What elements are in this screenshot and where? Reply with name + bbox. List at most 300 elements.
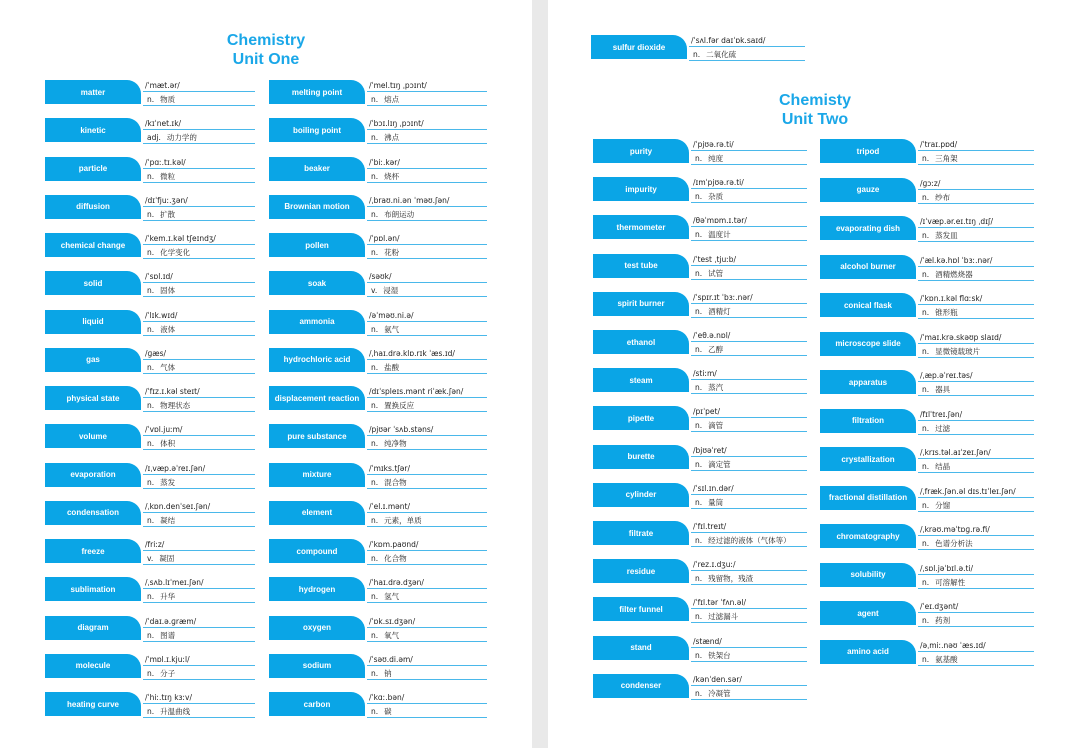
part-of-speech: n. [922, 231, 930, 240]
chinese-meaning: 烧杯 [384, 171, 400, 181]
part-of-speech: n. [922, 500, 930, 510]
rule-line [691, 317, 807, 318]
vocab-entry [45, 348, 259, 375]
phonetic-transcription: /ˈsəʊ.di.əm/ [369, 654, 413, 664]
chinese-meaning: 过滤 [935, 423, 951, 433]
rule-line [367, 488, 487, 489]
rule-line [691, 622, 807, 623]
vocab-entry [269, 539, 491, 566]
vocab-entry [45, 501, 259, 528]
rule-line [918, 280, 1034, 281]
part-of-speech: n. [371, 248, 379, 257]
rule-line [143, 105, 255, 106]
part-of-speech: n. [695, 421, 703, 431]
rule-line [143, 588, 255, 589]
part-of-speech: n. [147, 477, 155, 487]
phonetic-transcription: /ˈeɪ.dʒənt/ [920, 602, 959, 611]
part-of-speech: n. [922, 346, 930, 356]
part-of-speech: n. [922, 308, 930, 317]
term-label: evaporating dish [820, 216, 916, 240]
term-label: thermometer [593, 215, 689, 239]
part-of-speech: n. [371, 707, 379, 716]
phonetic-transcription: /ˈrez.ɪ.dʒuː/ [693, 560, 736, 570]
term-label: mixture [269, 463, 365, 487]
phonetic-transcription: /ˈhaɪ.drə.dʒən/ [369, 578, 424, 588]
vocab-entry [820, 640, 1038, 667]
rule-line [367, 359, 487, 360]
part-of-speech: n. [371, 401, 379, 410]
subject-title: Chemisty [778, 92, 852, 109]
phonetic-transcription: /dɪˈfjuː.ʒən/ [145, 195, 188, 205]
chinese-meaning: 二氧化硫 [706, 50, 737, 59]
phonetic-transcription: /ˈmæt.ər/ [145, 81, 180, 90]
vocab-entry [593, 254, 811, 281]
vocab-entry [269, 233, 491, 260]
chinese-meaning: 化学变化 [160, 248, 191, 257]
chinese-meaning: 分馏 [935, 500, 951, 510]
part-of-speech: n. [371, 592, 379, 602]
term-label: conical flask [820, 293, 916, 317]
part-of-speech: n. [147, 95, 155, 104]
part-of-speech: n. [695, 688, 703, 698]
rule-line [367, 282, 487, 283]
rule-line [367, 220, 487, 221]
rule-line [367, 665, 487, 666]
chinese-meaning: 动力学的 [166, 133, 197, 143]
phonetic-transcription: /ˌæp.əˈreɪ.təs/ [920, 371, 973, 380]
phonetic-transcription: /ˈtest ˌtjuːb/ [693, 254, 737, 264]
phonetic-transcription: /ˈsʌl.fər daɪˈɒk.saɪd/ [691, 36, 766, 45]
phonetic-transcription: /ˌkɒn.denˈseɪ.ʃən/ [145, 501, 211, 511]
part-of-speech: n. [922, 192, 930, 202]
term-label: cylinder [593, 483, 689, 507]
rule-line [367, 143, 487, 144]
rule-line [143, 359, 255, 360]
chinese-meaning: 锥形瓶 [935, 308, 958, 317]
chinese-meaning: 花粉 [384, 248, 400, 257]
term-label: microscope slide [820, 332, 916, 356]
vocab-entry [45, 118, 259, 145]
part-of-speech: n. [695, 154, 703, 163]
phonetic-transcription: /ˈæl.kə.hɒl ˈbɜː.nər/ [920, 255, 993, 265]
part-of-speech: n. [693, 50, 701, 59]
term-label: Brownian motion [269, 195, 365, 219]
vocab-entry [593, 636, 811, 663]
phonetic-transcription: /ˈpjʊə.rə.ti/ [693, 140, 734, 149]
rule-line [143, 373, 255, 374]
rule-line [691, 546, 807, 547]
vocab-entry [820, 370, 1038, 397]
vocab-entry [820, 409, 1038, 436]
rule-line [367, 411, 487, 412]
chinese-meaning: 可溶解性 [935, 577, 966, 587]
phonetic-transcription: /ˈkɑː.bən/ [369, 693, 405, 702]
chinese-meaning: 结晶 [935, 462, 951, 471]
rule-line [691, 584, 807, 585]
chinese-meaning: 药剂 [935, 616, 951, 625]
vocab-entry [269, 118, 491, 145]
vocab-entry [269, 80, 491, 107]
rule-line [691, 279, 807, 280]
phonetic-transcription: /θəˈmɒm.ɪ.tər/ [693, 216, 747, 226]
chinese-meaning: 冷凝管 [708, 688, 731, 698]
rule-line [918, 227, 1034, 228]
vocab-entry [820, 216, 1038, 243]
part-of-speech: n. [922, 423, 930, 433]
rule-line [918, 318, 1034, 319]
term-label: steam [593, 368, 689, 392]
part-of-speech: n. [922, 539, 930, 548]
chinese-meaning: 试管 [708, 268, 724, 278]
chinese-meaning: 升温曲线 [160, 707, 191, 716]
phonetic-transcription: /ɪˌvæp.əˈreɪ.ʃən/ [145, 463, 206, 473]
part-of-speech: n. [695, 497, 703, 507]
term-label: particle [45, 157, 141, 181]
rule-line [367, 321, 487, 322]
vocab-entry [593, 597, 811, 624]
part-of-speech: n. [695, 230, 703, 240]
rule-line [691, 661, 807, 662]
vocab-entry [45, 233, 259, 260]
unit-title: Unit One [232, 51, 300, 68]
term-label: condenser [593, 674, 689, 698]
chinese-meaning: 盐酸 [384, 362, 400, 372]
part-of-speech: n. [371, 439, 379, 449]
vocab-entry [269, 386, 491, 413]
rule-line [367, 335, 487, 336]
part-of-speech: n. [695, 306, 703, 316]
rule-line [143, 627, 255, 628]
part-of-speech: n. [147, 171, 155, 181]
part-of-speech: n. [695, 383, 703, 393]
rule-line [689, 60, 805, 61]
subject-title: Chemistry [226, 32, 306, 49]
rule-line [367, 182, 487, 183]
rule-line [691, 164, 807, 165]
vocab-entry [269, 692, 491, 719]
vocab-entry [820, 601, 1038, 628]
rule-line [367, 564, 487, 565]
phonetic-transcription: /dɪˈspleɪs.mənt riˈæk.ʃən/ [369, 387, 464, 396]
chinese-meaning: 三角架 [935, 154, 958, 163]
rule-line [143, 296, 255, 297]
term-label: matter [45, 80, 141, 104]
vocab-entry [820, 486, 1038, 513]
rule-line [143, 282, 255, 283]
chinese-meaning: 浸湿 [383, 286, 399, 296]
vocab-entry [820, 139, 1038, 166]
part-of-speech: n. [922, 577, 930, 587]
rule-line [367, 717, 487, 718]
rule-line [367, 168, 487, 169]
term-label: hydrochloric acid [269, 348, 365, 372]
vocab-entry [593, 177, 811, 204]
vocab-entry [45, 654, 259, 681]
term-label: chemical change [45, 233, 141, 257]
vocab-entry [45, 539, 259, 566]
term-label: boiling point [269, 118, 365, 142]
phonetic-transcription: /ˈlɪk.wɪd/ [145, 310, 178, 320]
phonetic-transcription: /ˈsɒl.ɪd/ [145, 272, 173, 282]
rule-line [918, 304, 1034, 305]
part-of-speech: n. [922, 616, 930, 625]
vocab-entry [269, 195, 491, 222]
part-of-speech: n. [695, 574, 703, 584]
part-of-speech: n. [371, 668, 379, 678]
rule-line [918, 612, 1034, 613]
phonetic-transcription: /ˈhiː.tɪŋ kɜːv/ [145, 693, 193, 702]
chinese-meaning: 经过滤的液体（气体等） [708, 536, 791, 545]
phonetic-transcription: /əˈməʊ.ni.ə/ [369, 310, 414, 320]
chinese-meaning: 纱布 [935, 192, 951, 202]
rule-line [691, 341, 807, 342]
rule-line [367, 641, 487, 642]
chinese-meaning: 色谱分析法 [935, 539, 973, 548]
rule-line [918, 343, 1034, 344]
rule-line [691, 508, 807, 509]
term-label: gauze [820, 178, 916, 202]
vocab-entry [593, 292, 811, 319]
phonetic-transcription: /ɡɔːz/ [920, 178, 941, 188]
phonetic-transcription: /ˈmɪks.tʃər/ [369, 463, 411, 473]
term-label: diffusion [45, 195, 141, 219]
rule-line [918, 150, 1034, 151]
vocab-entry [593, 674, 811, 701]
rule-line [367, 602, 487, 603]
rule-line [691, 431, 807, 432]
vocab-entry [45, 577, 259, 604]
chinese-meaning: 固体 [160, 286, 176, 296]
term-label: ethanol [593, 330, 689, 354]
part-of-speech: n. [371, 630, 379, 640]
rule-line [367, 258, 487, 259]
term-label: oxygen [269, 616, 365, 640]
chinese-meaning: 微粒 [160, 171, 176, 181]
phonetic-transcription: /ˈspɪr.ɪt ˈbɜː.nər/ [693, 292, 753, 302]
part-of-speech: n. [695, 650, 703, 660]
part-of-speech: n. [371, 133, 379, 143]
rule-line [691, 470, 807, 471]
rule-line [367, 105, 487, 106]
part-of-speech: n. [695, 459, 703, 469]
phonetic-transcription: /ˈmel.tɪŋ ˌpɔɪnt/ [369, 81, 427, 90]
chinese-meaning: 纯度 [708, 154, 724, 163]
rule-line [143, 206, 255, 207]
rule-line [143, 91, 255, 92]
part-of-speech: n. [695, 536, 703, 545]
part-of-speech: n. [371, 515, 379, 525]
phonetic-transcription: /ˈeθ.ə.nɒl/ [693, 331, 731, 340]
phonetic-transcription: /ˌkrɪs.təl.aɪˈzeɪ.ʃən/ [920, 448, 991, 457]
rule-line [918, 588, 1034, 589]
phonetic-transcription: /ˈbiː.kər/ [369, 157, 400, 167]
rule-line [367, 129, 487, 130]
term-label: physical state [45, 386, 141, 410]
rule-line [691, 355, 807, 356]
part-of-speech: n. [147, 362, 155, 372]
part-of-speech: n. [147, 515, 155, 525]
rule-line [143, 550, 255, 551]
phonetic-transcription: /ɪˈvæp.ər.eɪ.tɪŋ ˌdɪʃ/ [920, 217, 994, 226]
term-label: alcohol burner [820, 255, 916, 279]
term-label: diagram [45, 616, 141, 640]
phonetic-transcription: /ˌhaɪ.drə.klɒ.rɪk ˈæs.ɪd/ [369, 348, 455, 358]
chinese-meaning: 杂质 [708, 192, 724, 202]
term-label: element [269, 501, 365, 525]
part-of-speech: n. [922, 654, 930, 664]
rule-line [691, 608, 807, 609]
rule-line [918, 420, 1034, 421]
vocab-entry [593, 368, 811, 395]
part-of-speech: n. [695, 345, 703, 354]
vocab-entry [269, 157, 491, 184]
part-of-speech: n. [371, 554, 379, 563]
chinese-meaning: 蒸发 [160, 477, 176, 487]
chinese-meaning: 氨基酸 [935, 654, 958, 664]
rule-line [918, 203, 1034, 204]
term-label: pipette [593, 406, 689, 430]
part-of-speech: n. [147, 592, 155, 602]
rule-line [689, 46, 805, 47]
chinese-meaning: 钠 [384, 668, 392, 678]
vocab-entry [269, 424, 491, 451]
part-of-speech: n. [147, 286, 155, 296]
vocab-entry [593, 139, 811, 166]
chinese-meaning: 扩散 [160, 209, 176, 219]
vocab-entry [591, 35, 809, 62]
phonetic-transcription: /kɪˈnet.ɪk/ [145, 119, 182, 129]
vocab-entry [45, 195, 259, 222]
part-of-speech: n. [922, 385, 930, 394]
phonetic-transcription: /fɪlˈtreɪ.ʃən/ [920, 409, 963, 419]
rule-line [367, 244, 487, 245]
rule-line [918, 665, 1034, 666]
term-label: amino acid [820, 640, 916, 664]
vocab-entry [269, 310, 491, 337]
phonetic-transcription: /ɪmˈpjʊə.rə.ti/ [693, 178, 744, 188]
term-label: soak [269, 271, 365, 295]
term-label: spirit burner [593, 292, 689, 316]
phonetic-transcription: /ˈkɒm.paʊnd/ [369, 540, 419, 549]
rule-line [691, 494, 807, 495]
phonetic-transcription: /ˈfɪl.tər ˈfʌn.əl/ [693, 598, 747, 608]
rule-line [691, 685, 807, 686]
part-of-speech: adj. [147, 133, 161, 143]
vocab-entry [45, 424, 259, 451]
part-of-speech: n. [371, 209, 379, 219]
chinese-meaning: 图谱 [160, 630, 176, 640]
rule-line [691, 226, 807, 227]
term-label: solid [45, 271, 141, 295]
unit-title: Unit Two [781, 111, 849, 128]
term-label: condensation [45, 501, 141, 525]
rule-line [691, 188, 807, 189]
rule-line [918, 434, 1034, 435]
rule-line [918, 241, 1034, 242]
phonetic-transcription: /ˈkɒn.ɪ.kəl flɑːsk/ [920, 294, 983, 303]
chinese-meaning: 乙醇 [708, 345, 724, 354]
term-label: sublimation [45, 577, 141, 601]
chinese-meaning: 置换反应 [384, 401, 415, 410]
rule-line [143, 168, 255, 169]
part-of-speech: n. [147, 324, 155, 334]
chinese-meaning: 显微镜载玻片 [935, 346, 981, 356]
part-of-speech: n. [922, 269, 930, 279]
phonetic-transcription: /ˈfɪl.treɪt/ [693, 522, 727, 531]
rule-line [367, 512, 487, 513]
phonetic-transcription: /ˈbɔɪ.lɪŋ ˌpɔɪnt/ [369, 119, 424, 129]
term-label: residue [593, 559, 689, 583]
chinese-meaning: 量筒 [708, 497, 724, 507]
part-of-speech: n. [371, 477, 379, 487]
phonetic-transcription: /stiːm/ [693, 369, 717, 379]
phonetic-transcription: /kənˈden.sər/ [693, 674, 742, 684]
rule-line [691, 699, 807, 700]
rule-line [918, 381, 1034, 382]
vocab-entry [45, 386, 259, 413]
rule-line [691, 647, 807, 648]
rule-line [691, 456, 807, 457]
vocab-entry [269, 271, 491, 298]
term-label: gas [45, 348, 141, 372]
rule-line [143, 220, 255, 221]
phonetic-transcription: /ˈfɪz.ɪ.kəl steɪt/ [145, 387, 200, 396]
rule-line [691, 150, 807, 151]
term-label: apparatus [820, 370, 916, 394]
vocab-entry [593, 406, 811, 433]
term-label: melting point [269, 80, 365, 104]
chinese-meaning: 混合物 [384, 477, 407, 487]
rule-line [143, 602, 255, 603]
phonetic-transcription: /əˌmiː.nəʊ ˈæs.ɪd/ [920, 640, 986, 650]
rule-line [918, 164, 1034, 165]
rule-line [367, 679, 487, 680]
phonetic-transcription: /ˈkem.ɪ.kəl tʃeɪndʒ/ [145, 234, 216, 243]
rule-line [918, 458, 1034, 459]
vocab-entry [593, 483, 811, 510]
chinese-meaning: 温度计 [708, 230, 731, 240]
rule-line [143, 321, 255, 322]
rule-line [143, 397, 255, 398]
term-label: pollen [269, 233, 365, 257]
vocab-entry [593, 445, 811, 472]
page-title [695, 91, 935, 129]
term-label: displacement reaction [269, 386, 365, 410]
rule-line [143, 703, 255, 704]
rule-line [918, 549, 1034, 550]
chinese-meaning: 过滤漏斗 [708, 612, 739, 622]
phonetic-transcription: /ɡæs/ [145, 348, 167, 358]
phonetic-transcription: /səʊk/ [369, 272, 392, 282]
part-of-speech: n. [147, 401, 155, 410]
phonetic-transcription: /ˈdaɪ.ə.ɡræm/ [145, 616, 197, 626]
rule-line [143, 665, 255, 666]
rule-line [143, 258, 255, 259]
vocab-entry [45, 157, 259, 184]
phonetic-transcription: /pjʊər ˈsʌb.stəns/ [369, 425, 434, 435]
rule-line [367, 206, 487, 207]
rule-line [691, 532, 807, 533]
phonetic-transcription: /ˈel.ɪ.mənt/ [369, 501, 410, 511]
rule-line [367, 526, 487, 527]
term-label: agent [820, 601, 916, 625]
term-label: fractional distillation [820, 486, 916, 510]
phonetic-transcription: /ˌsʌb.lɪˈmeɪ.ʃən/ [145, 578, 204, 588]
vocab-entry [820, 255, 1038, 282]
part-of-speech: n. [922, 154, 930, 163]
term-label: liquid [45, 310, 141, 334]
term-label: chromatography [820, 524, 916, 548]
